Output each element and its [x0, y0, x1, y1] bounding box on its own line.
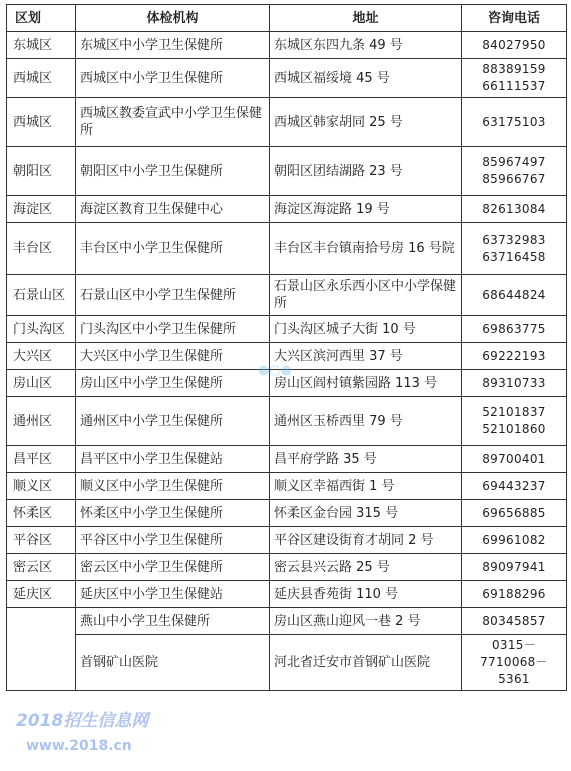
institution-cell: 怀柔区中小学卫生保健所 — [76, 500, 270, 527]
phone-number: 63175103 — [482, 114, 546, 129]
table-body — [7, 32, 567, 691]
phone-cell — [462, 98, 567, 147]
institution-cell: 门头沟区中小学卫生保健所 — [76, 316, 270, 343]
institution-cell: 东城区中小学卫生保健所 — [76, 32, 270, 59]
district-cell: 门头沟区 — [7, 316, 76, 343]
table-row — [7, 59, 567, 98]
table-row — [7, 147, 567, 196]
phone-number: 52101837 — [482, 405, 546, 419]
phone-number: 89310733 — [482, 375, 546, 390]
institution-cell: 石景山区中小学卫生保健所 — [76, 275, 270, 316]
table-row — [7, 223, 567, 275]
phone-number: 69222193 — [482, 348, 546, 363]
institution-cell: 通州区中小学卫生保健所 — [76, 397, 270, 446]
phone-cell — [462, 500, 567, 527]
table-row — [7, 581, 567, 608]
header-address: 地址 — [270, 5, 462, 32]
address-cell: 朝阳区团结湖路 23 号 — [270, 147, 462, 196]
phone-cell — [462, 397, 567, 446]
phone-number: 69188296 — [482, 586, 546, 601]
table-row — [7, 500, 567, 527]
phone-number: 89097941 — [482, 559, 546, 574]
phone-cell — [462, 370, 567, 397]
phone-cell — [462, 223, 567, 275]
institution-cell: 密云区中小学卫生保健所 — [76, 554, 270, 581]
exam-institutions-table — [6, 4, 567, 691]
phone-cell — [462, 147, 567, 196]
phone-cell — [462, 343, 567, 370]
district-cell: 房山区 — [7, 370, 76, 397]
table-row — [7, 527, 567, 554]
phone-number: 69443237 — [482, 478, 546, 493]
institution-cell: 顺义区中小学卫生保健所 — [76, 473, 270, 500]
phone-cell — [462, 446, 567, 473]
phone-number: 84027950 — [482, 37, 546, 52]
phone-cell — [462, 608, 567, 635]
district-cell: 延庆区 — [7, 581, 76, 608]
institution-cell: 燕山中小学卫生保健所 — [76, 608, 270, 635]
phone-cell — [462, 316, 567, 343]
phone-number: 89700401 — [482, 451, 546, 466]
header-row — [7, 5, 567, 32]
district-cell: 石景山区 — [7, 275, 76, 316]
address-cell: 石景山区永乐西小区中小学保健所 — [270, 275, 462, 316]
address-cell: 门头沟区城子大街 10 号 — [270, 316, 462, 343]
table-row — [7, 635, 567, 691]
table-row — [7, 397, 567, 446]
phone-number: 69961082 — [482, 532, 546, 547]
district-cell: 昌平区 — [7, 446, 76, 473]
phone-number: 7710068－5361 — [480, 655, 548, 686]
phone-number: 85966767 — [482, 172, 546, 186]
table-row — [7, 370, 567, 397]
watermark-logo: ●○● — [258, 363, 293, 378]
phone-cell — [462, 554, 567, 581]
phone-number: 80345857 — [482, 613, 546, 628]
institution-cell: 房山区中小学卫生保健所 — [76, 370, 270, 397]
address-cell: 大兴区滨河西里 37 号 — [270, 343, 462, 370]
phone-number: 63716458 — [482, 249, 546, 264]
address-cell: 房山区燕山迎风一巷 2 号 — [270, 608, 462, 635]
institution-cell: 朝阳区中小学卫生保健所 — [76, 147, 270, 196]
district-cell: 密云区 — [7, 554, 76, 581]
phone-cell — [462, 473, 567, 500]
table-row — [7, 608, 567, 635]
phone-cell — [462, 581, 567, 608]
address-cell: 东城区东四九条 49 号 — [270, 32, 462, 59]
header-institution: 体检机构 — [76, 5, 270, 32]
phone-cell — [462, 635, 567, 691]
institution-cell: 首钢矿山医院 — [76, 635, 270, 691]
phone-cell — [462, 59, 567, 98]
table-row — [7, 554, 567, 581]
phone-number: 63732983 — [482, 232, 546, 247]
phone-cell — [462, 527, 567, 554]
table-row — [7, 473, 567, 500]
table-row — [7, 343, 567, 370]
phone-number: 66111537 — [482, 79, 546, 93]
district-cell: 朝阳区 — [7, 147, 76, 196]
institution-cell: 延庆区中小学卫生保健站 — [76, 581, 270, 608]
district-cell: 通州区 — [7, 397, 76, 446]
district-cell: 平谷区 — [7, 527, 76, 554]
institution-cell: 西城区中小学卫生保健所 — [76, 59, 270, 98]
district-cell: 大兴区 — [7, 343, 76, 370]
address-cell: 房山区阎村镇紫园路 113 号 — [270, 370, 462, 397]
address-cell: 海淀区海淀路 19 号 — [270, 196, 462, 223]
phone-cell — [462, 196, 567, 223]
address-cell: 河北省迁安市首钢矿山医院 — [270, 635, 462, 691]
watermark-url: www.2018.cn — [26, 738, 132, 754]
header-phone: 咨询电话 — [462, 5, 567, 32]
table-row — [7, 196, 567, 223]
institution-cell: 昌平区中小学卫生保健站 — [76, 446, 270, 473]
table-row — [7, 275, 567, 316]
district-cell: 西城区 — [7, 98, 76, 147]
phone-number: 88389159 — [482, 62, 546, 76]
district-cell: 怀柔区 — [7, 500, 76, 527]
address-cell: 丰台区丰台镇南拾号房 16 号院 — [270, 223, 462, 275]
table-row — [7, 316, 567, 343]
table-row — [7, 98, 567, 147]
address-cell: 怀柔区金台园 315 号 — [270, 500, 462, 527]
phone-number: 69656885 — [482, 505, 546, 520]
institution-cell: 大兴区中小学卫生保健所 — [76, 343, 270, 370]
address-cell: 平谷区建设街育才胡同 2 号 — [270, 527, 462, 554]
phone-number: 69863775 — [482, 321, 546, 336]
phone-number: 52101860 — [482, 422, 546, 436]
address-cell: 西城区福绥境 45 号 — [270, 59, 462, 98]
table-row — [7, 32, 567, 59]
table-row — [7, 446, 567, 473]
phone-number: 82613084 — [482, 201, 546, 216]
phone-number: 68644824 — [482, 287, 546, 302]
watermark-title: 2018招生信息网 — [16, 711, 149, 731]
district-cell: 海淀区 — [7, 196, 76, 223]
institution-cell: 平谷区中小学卫生保健所 — [76, 527, 270, 554]
district-cell: 丰台区 — [7, 223, 76, 275]
address-cell: 密云县兴云路 25 号 — [270, 554, 462, 581]
phone-number: 0315－ — [491, 638, 537, 652]
district-cell: 东城区 — [7, 32, 76, 59]
address-cell: 昌平府学路 35 号 — [270, 446, 462, 473]
district-cell: 顺义区 — [7, 473, 76, 500]
address-cell: 顺义区幸福西街 1 号 — [270, 473, 462, 500]
address-cell: 通州区玉桥西里 79 号 — [270, 397, 462, 446]
district-cell — [7, 608, 76, 691]
phone-cell — [462, 275, 567, 316]
phone-cell — [462, 32, 567, 59]
district-cell: 西城区 — [7, 59, 76, 98]
phone-number: 85967497 — [482, 155, 546, 169]
address-cell: 西城区韩家胡同 25 号 — [270, 98, 462, 147]
institution-cell: 海淀区教育卫生保健中心 — [76, 196, 270, 223]
institution-cell: 丰台区中小学卫生保健所 — [76, 223, 270, 275]
address-cell: 延庆县香苑街 110 号 — [270, 581, 462, 608]
institution-cell: 西城区教委宣武中小学卫生保健所 — [76, 98, 270, 147]
header-district: 区划 — [7, 5, 76, 32]
